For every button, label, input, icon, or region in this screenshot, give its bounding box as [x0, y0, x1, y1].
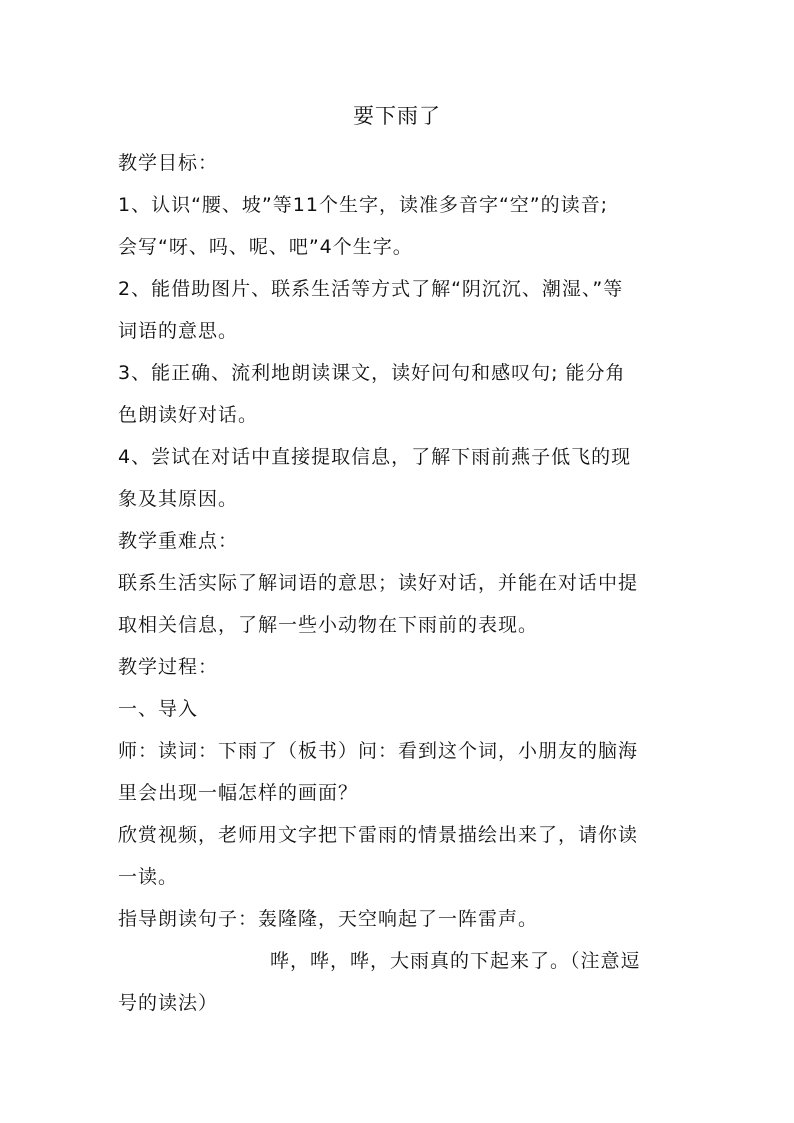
document-body	[118, 142, 678, 1024]
teacher-line-1: 师：读词：下雨了（板书）问：看到这个词，小朋友的脑海	[118, 740, 639, 762]
objective-3-line-2: 色朗读好对话。	[118, 404, 259, 426]
video-line-1: 欣赏视频，老师用文字把下雷雨的情景描绘出来了，请你读	[118, 824, 639, 846]
section-intro: 一、导入	[118, 698, 199, 720]
heading-key-points: 教学重难点：	[118, 530, 239, 552]
objective-3-line-1: 3、能正确、流利地朗读课文，读好问句和感叹句; 能分角	[118, 362, 626, 384]
objective-4-line-2: 象及其原因。	[118, 488, 239, 510]
reading-guide-line-3: 号的读法）	[118, 992, 219, 1014]
objective-1-line-2: 会写“呀、吗、呢、吧”4个生字。	[118, 236, 413, 258]
objective-1-line-1: 1、认识“腰、坡”等11个生字，读准多音字“空”的读音;	[118, 194, 609, 216]
heading-objectives: 教学目标：	[118, 152, 219, 174]
heading-process: 教学过程：	[118, 656, 219, 678]
teacher-line-2: 里会出现一幅怎样的画面？	[118, 782, 359, 804]
objective-2-line-1: 2、能借助图片、联系生活等方式了解“阴沉沉、潮湿、”等	[118, 278, 624, 300]
reading-guide-line-1: 指导朗读句子：轰隆隆，天空响起了一阵雷声。	[118, 908, 539, 930]
document-title: 要下雨了	[353, 104, 441, 128]
video-line-2: 一读。	[118, 866, 179, 888]
key-points-line-2: 取相关信息，了解一些小动物在下雨前的表现。	[118, 614, 539, 636]
objective-4-line-1: 4、尝试在对话中直接提取信息，了解下雨前燕子低飞的现	[118, 446, 632, 468]
objective-2-line-2: 词语的意思。	[118, 320, 239, 342]
key-points-line-1: 联系生活实际了解词语的意思；读好对话，并能在对话中提	[118, 572, 639, 594]
reading-guide-line-2: 哗，哗，哗，大雨真的下起来了。（注意逗	[270, 950, 641, 972]
